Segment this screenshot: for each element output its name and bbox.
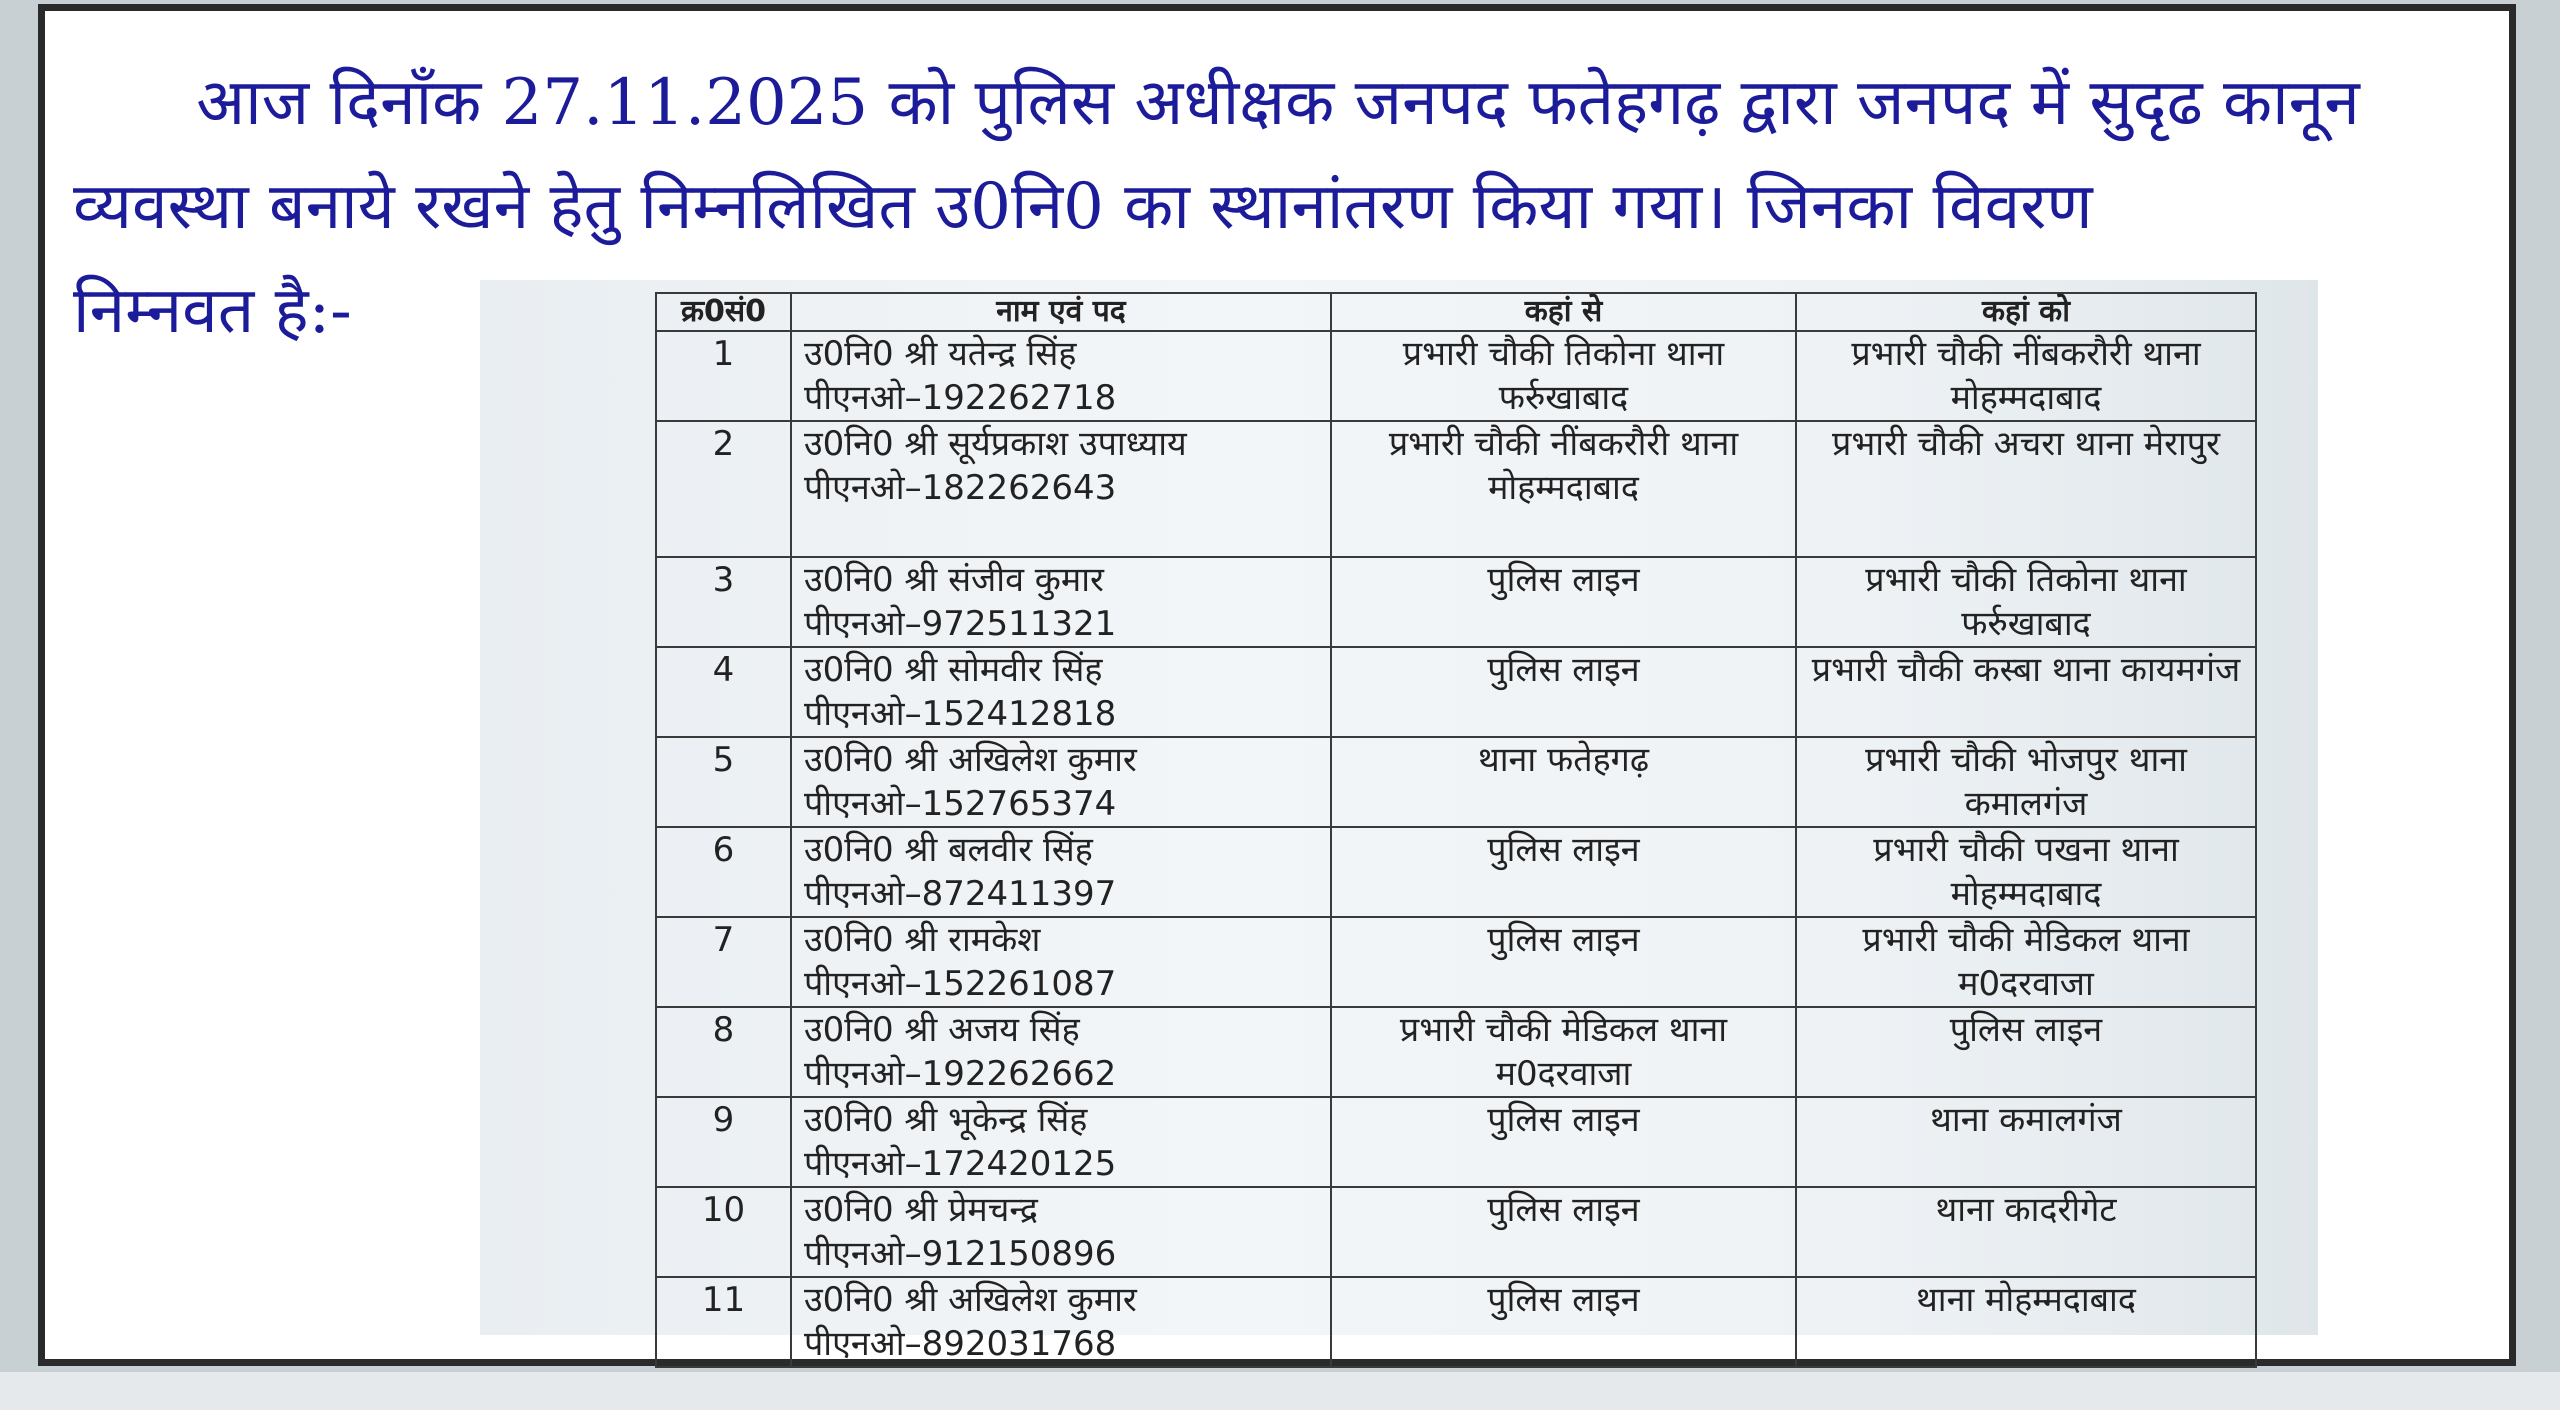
officer-name: उ0नि0 श्री रामकेश <box>804 920 1041 960</box>
row-serial: 1 <box>656 331 791 421</box>
row-to: प्रभारी चौकी नींबकरौरी थाना मोहम्मदाबाद <box>1796 331 2256 421</box>
row-serial: 2 <box>656 421 791 557</box>
table-row <box>656 1007 2256 1097</box>
row-from: पुलिस लाइन <box>1331 1277 1796 1367</box>
row-officer <box>791 331 1331 421</box>
row-officer <box>791 421 1331 557</box>
row-from: पुलिस लाइन <box>1331 1097 1796 1187</box>
row-officer <box>791 557 1331 647</box>
row-from: पुलिस लाइन <box>1331 1187 1796 1277</box>
table-header-row <box>656 293 2256 331</box>
table-row <box>656 421 2256 557</box>
row-serial: 7 <box>656 917 791 1007</box>
officer-pno: पीएनओ–182262643 <box>804 468 1117 508</box>
officer-name: उ0नि0 श्री यतेन्द्र सिंह <box>804 334 1077 374</box>
row-to: प्रभारी चौकी अचरा थाना मेरापुर <box>1796 421 2256 557</box>
officer-name: उ0नि0 श्री अखिलेश कुमार <box>804 1280 1137 1320</box>
row-from: थाना फतेहगढ़ <box>1331 737 1796 827</box>
officer-pno: पीएनओ–152261087 <box>804 964 1117 1004</box>
officer-name: उ0नि0 श्री अजय सिंह <box>804 1010 1080 1050</box>
row-to: प्रभारी चौकी पखना थाना मोहम्मदाबाद <box>1796 827 2256 917</box>
officer-pno: पीएनओ–192262662 <box>804 1054 1117 1094</box>
officer-pno: पीएनओ–972511321 <box>804 604 1117 644</box>
row-serial: 4 <box>656 647 791 737</box>
officer-pno: पीएनओ–172420125 <box>804 1144 1117 1184</box>
row-to: पुलिस लाइन <box>1796 1007 2256 1097</box>
officer-name: उ0नि0 श्री सोमवीर सिंह <box>804 650 1103 690</box>
header-from: कहां से <box>1331 293 1796 331</box>
officer-name: उ0नि0 श्री अखिलेश कुमार <box>804 740 1137 780</box>
row-officer <box>791 647 1331 737</box>
row-officer <box>791 1277 1331 1367</box>
table-row <box>656 917 2256 1007</box>
officer-pno: पीएनओ–192262718 <box>804 378 1117 418</box>
table-row <box>656 737 2256 827</box>
row-from: पुलिस लाइन <box>1331 557 1796 647</box>
table-row <box>656 1187 2256 1277</box>
table-row <box>656 827 2256 917</box>
table-row <box>656 1097 2256 1187</box>
intro-line-2: व्यवस्था बनाये रखने हेतु निम्नलिखित उ0नि0 का स्थानांतरण किया गया। जिनका विवरण <box>73 170 2093 244</box>
row-to: प्रभारी चौकी कस्बा थाना कायमगंज <box>1796 647 2256 737</box>
header-serial: क्र0सं0 <box>656 293 791 331</box>
row-officer <box>791 1097 1331 1187</box>
row-from: प्रभारी चौकी तिकोना थाना फर्रुखाबाद <box>1331 331 1796 421</box>
officer-pno: पीएनओ–872411397 <box>804 874 1117 914</box>
table-row <box>656 331 2256 421</box>
officer-pno: पीएनओ–892031768 <box>804 1324 1117 1364</box>
table-row <box>656 1277 2256 1367</box>
row-from: पुलिस लाइन <box>1331 917 1796 1007</box>
intro-line-1: आज दिनाँक 27.11.2025 को पुलिस अधीक्षक जनपद फतेहगढ़ द्वारा जनपद में सुदृढ कानून <box>196 66 2360 140</box>
row-to: प्रभारी चौकी भोजपुर थाना कमालगंज <box>1796 737 2256 827</box>
row-from: पुलिस लाइन <box>1331 647 1796 737</box>
row-serial: 5 <box>656 737 791 827</box>
row-from: प्रभारी चौकी मेडिकल थाना म0दरवाजा <box>1331 1007 1796 1097</box>
officer-pno: पीएनओ–152412818 <box>804 694 1117 734</box>
officer-pno: पीएनओ–152765374 <box>804 784 1117 824</box>
row-serial: 10 <box>656 1187 791 1277</box>
officer-name: उ0नि0 श्री प्रेमचन्द्र <box>804 1190 1038 1230</box>
row-to: थाना मोहम्मदाबाद <box>1796 1277 2256 1367</box>
table-row <box>656 557 2256 647</box>
officer-name: उ0नि0 श्री सूर्यप्रकाश उपाध्याय <box>804 424 1187 464</box>
table-row <box>656 647 2256 737</box>
row-to: प्रभारी चौकी तिकोना थाना फर्रुखाबाद <box>1796 557 2256 647</box>
officer-name: उ0नि0 श्री संजीव कुमार <box>804 560 1104 600</box>
row-to: थाना कमालगंज <box>1796 1097 2256 1187</box>
row-serial: 3 <box>656 557 791 647</box>
header-to: कहां को <box>1796 293 2256 331</box>
row-serial: 11 <box>656 1277 791 1367</box>
row-officer <box>791 1007 1331 1097</box>
row-serial: 8 <box>656 1007 791 1097</box>
row-officer <box>791 917 1331 1007</box>
row-serial: 9 <box>656 1097 791 1187</box>
row-officer <box>791 737 1331 827</box>
header-name: नाम एवं पद <box>791 293 1331 331</box>
officer-name: उ0नि0 श्री भूकेन्द्र सिंह <box>804 1100 1088 1140</box>
row-from: पुलिस लाइन <box>1331 827 1796 917</box>
row-officer <box>791 827 1331 917</box>
row-serial: 6 <box>656 827 791 917</box>
officer-pno: पीएनओ–912150896 <box>804 1234 1117 1274</box>
officer-name: उ0नि0 श्री बलवीर सिंह <box>804 830 1093 870</box>
bottom-strip <box>0 1372 2560 1410</box>
transfer-table <box>655 292 2257 1368</box>
row-from: प्रभारी चौकी नींबकरौरी थाना मोहम्मदाबाद <box>1331 421 1796 557</box>
row-to: थाना कादरीगेट <box>1796 1187 2256 1277</box>
row-to: प्रभारी चौकी मेडिकल थाना म0दरवाजा <box>1796 917 2256 1007</box>
row-officer <box>791 1187 1331 1277</box>
intro-line-3: निम्नवत है:- <box>73 274 352 348</box>
